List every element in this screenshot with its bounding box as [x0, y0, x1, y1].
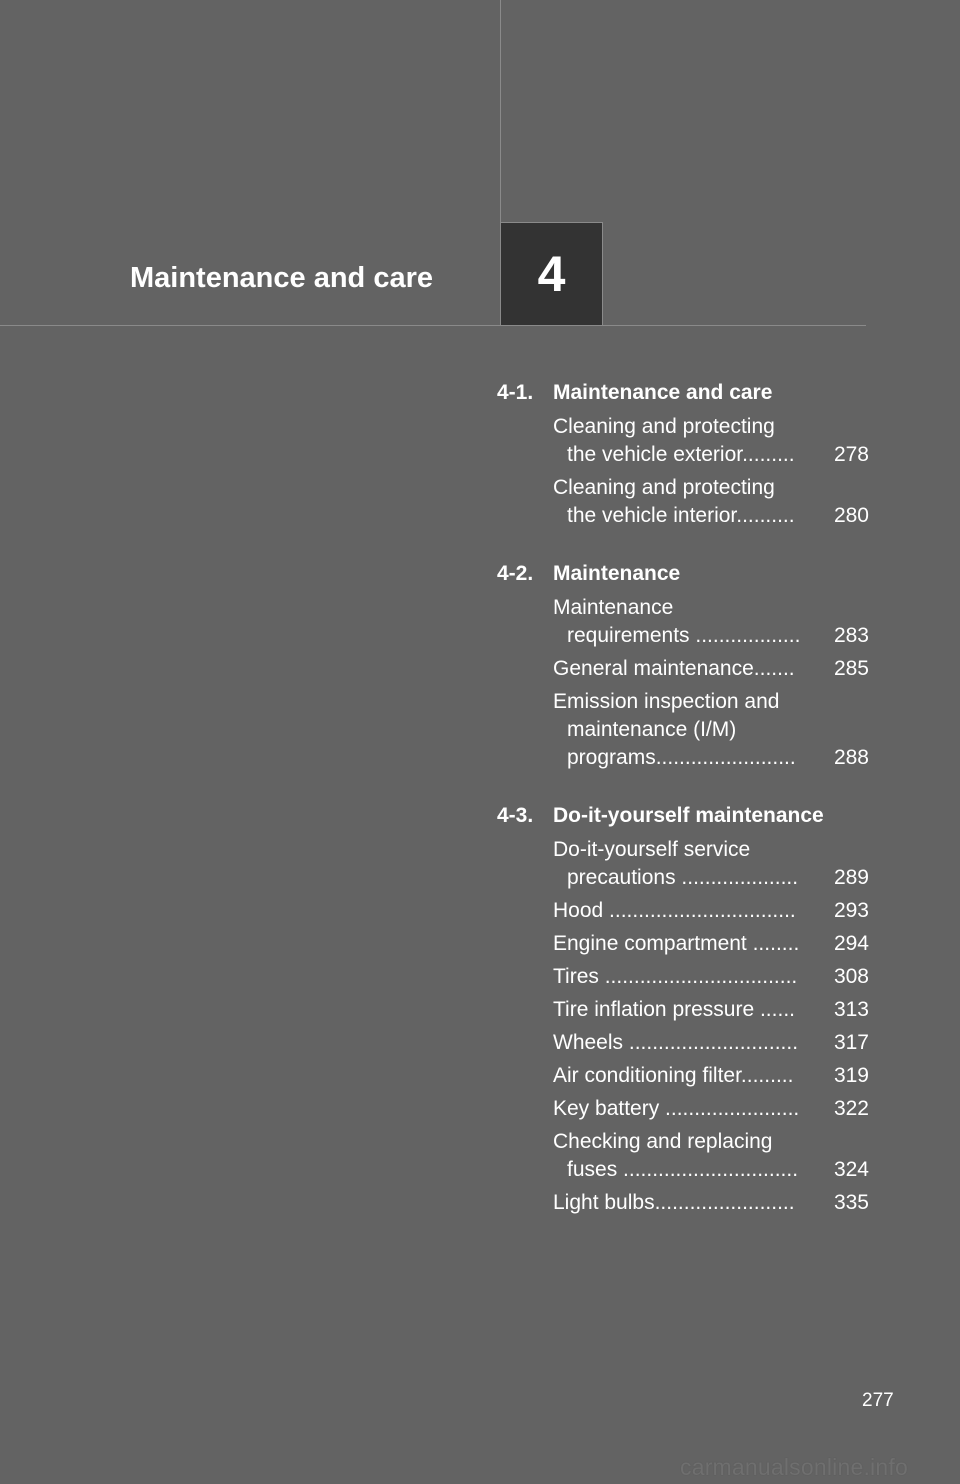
entry-page-number: 294 — [833, 932, 869, 955]
section-entries — [553, 594, 869, 772]
entry-page-number: 293 — [833, 899, 869, 922]
section-heading — [497, 378, 869, 410]
entry-page-number: 289 — [833, 866, 869, 889]
toc-entry[interactable] — [553, 655, 869, 683]
entry-title-with-leader: fuses .............................. — [567, 1158, 799, 1181]
entry-title-line: Emission inspection and — [553, 690, 780, 713]
entry-leader-line — [553, 655, 869, 683]
toc-entry[interactable] — [553, 836, 869, 892]
section-number: 4-1. — [497, 381, 534, 404]
page-number: 277 — [862, 1390, 894, 1411]
toc-entry[interactable] — [553, 1189, 869, 1217]
chapter-title: Maintenance and care — [130, 262, 433, 294]
entry-leader-line — [553, 441, 869, 469]
entry-leader-line — [553, 744, 869, 772]
toc-entry[interactable] — [553, 688, 869, 772]
section-entries — [553, 836, 869, 1217]
toc-entry[interactable] — [553, 1029, 869, 1057]
section-name: Maintenance — [553, 562, 681, 585]
entry-page-number: 319 — [833, 1064, 869, 1087]
entry-title-with-leader: precautions .................... — [567, 866, 799, 889]
entry-page-number: 283 — [833, 624, 869, 647]
toc-entry[interactable] — [553, 1062, 869, 1090]
entry-title-with-leader: Tire inflation pressure ...... — [553, 998, 795, 1021]
entry-leader-line — [553, 1189, 869, 1217]
entry-page-number: 308 — [833, 965, 869, 988]
entry-title-with-leader: the vehicle exterior......... — [567, 443, 795, 466]
entry-leader-line — [553, 1156, 869, 1184]
entry-leader-line — [553, 930, 869, 958]
toc-entry[interactable] — [553, 474, 869, 530]
section-name: Maintenance and care — [553, 381, 773, 404]
entry-page-number: 278 — [833, 443, 869, 466]
entry-page-number: 335 — [833, 1191, 869, 1214]
entry-page-number: 317 — [833, 1031, 869, 1054]
entry-page-number: 322 — [833, 1097, 869, 1120]
entry-title-line: Cleaning and protecting — [553, 415, 775, 438]
entry-page-number: 285 — [833, 657, 869, 680]
entry-title-with-leader: Engine compartment ........ — [553, 932, 800, 955]
watermark: carmanualsonline.info — [680, 1454, 908, 1480]
entry-leader-line — [553, 963, 869, 991]
entry-leader-line — [553, 622, 869, 650]
section-heading — [497, 559, 869, 591]
entry-leader-line — [553, 996, 869, 1024]
entry-title-with-leader: requirements .................. — [567, 624, 801, 647]
entry-leader-line — [553, 864, 869, 892]
toc-entry[interactable] — [553, 996, 869, 1024]
toc-section — [497, 378, 869, 530]
entry-title-line: Maintenance — [553, 596, 674, 619]
entry-title-with-leader: General maintenance....... — [553, 657, 795, 680]
toc-section — [497, 559, 869, 772]
entry-page-number: 324 — [833, 1158, 869, 1181]
entry-leader-line — [553, 1095, 869, 1123]
entry-title-with-leader: Tires ................................. — [553, 965, 798, 988]
toc-entry[interactable] — [553, 594, 869, 650]
section-heading — [497, 801, 869, 833]
section-entries — [553, 413, 869, 530]
toc-entry[interactable] — [553, 930, 869, 958]
entry-leader-line — [553, 897, 869, 925]
entry-page-number: 280 — [833, 504, 869, 527]
table-of-contents — [497, 378, 869, 1246]
entry-title-line: Checking and replacing — [553, 1130, 773, 1153]
toc-entry[interactable] — [553, 1095, 869, 1123]
header-horizontal-rule — [0, 325, 866, 326]
section-number: 4-3. — [497, 804, 534, 827]
chapter-number: 4 — [537, 246, 566, 302]
toc-entry[interactable] — [553, 1128, 869, 1184]
entry-title-with-leader: Wheels ............................. — [553, 1031, 799, 1054]
toc-entry[interactable] — [553, 963, 869, 991]
entry-title-with-leader: Light bulbs........................ — [553, 1191, 795, 1214]
toc-entry[interactable] — [553, 897, 869, 925]
entry-title-with-leader: Air conditioning filter......... — [553, 1064, 794, 1087]
toc-entry[interactable] — [553, 413, 869, 469]
entry-page-number: 313 — [833, 998, 869, 1021]
section-name: Do-it-yourself maintenance — [553, 804, 824, 827]
entry-title-with-leader: programs........................ — [567, 746, 796, 769]
entry-title-with-leader: Key battery ....................... — [553, 1097, 800, 1120]
entry-title-line: Do-it-yourself service — [553, 838, 751, 861]
entry-leader-line — [553, 502, 869, 530]
entry-title-line: maintenance (I/M) — [567, 718, 737, 741]
chapter-number-tab — [500, 222, 603, 325]
toc-section — [497, 801, 869, 1217]
section-number: 4-2. — [497, 562, 534, 585]
entry-leader-line — [553, 1029, 869, 1057]
entry-title-line: Cleaning and protecting — [553, 476, 775, 499]
entry-title-with-leader: the vehicle interior.......... — [567, 504, 795, 527]
entry-leader-line — [553, 1062, 869, 1090]
entry-page-number: 288 — [833, 746, 869, 769]
entry-title-with-leader: Hood ................................ — [553, 899, 796, 922]
